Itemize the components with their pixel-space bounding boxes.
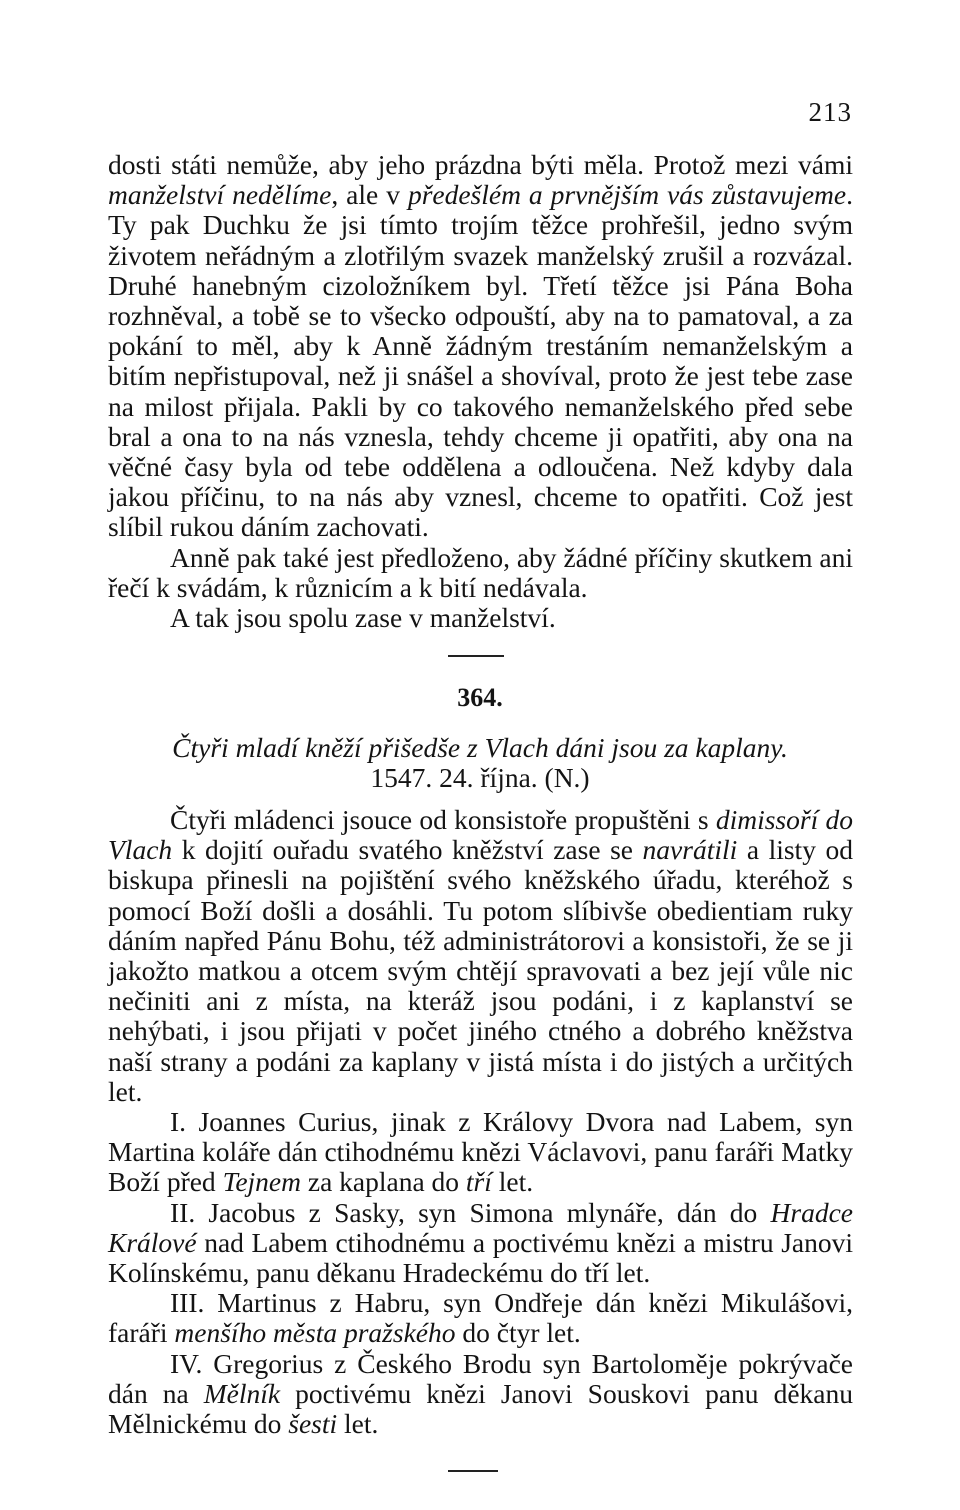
entry-title: Čtyři mladí kněží přišedše z Vlach dáni jsou za kaplany. — [172, 732, 788, 763]
list-item-4: IV. Gregorius z Českého Brodu syn Bartoloměje pokrývače dán na Mělník poctivému knězi Janovi Souskovi panu děkanu Mělnickému do šesti let. — [108, 1347, 853, 1440]
section-divider — [448, 655, 504, 657]
italic-phrase: šesti — [288, 1408, 338, 1440]
italic-phrase: dimissoří do Vlach — [108, 804, 854, 866]
italic-phrase: Tejnem — [222, 1166, 301, 1198]
italic-phrase: tří — [465, 1166, 492, 1198]
end-divider — [448, 1470, 498, 1472]
italic-phrase: menšího města pražského — [174, 1317, 456, 1349]
italic-phrase: manželství nedělíme — [108, 179, 332, 211]
entry-date: 1547. 24. října. (N.) — [370, 762, 590, 793]
list-item-1: I. Joannes Curius, jinak z Královy Dvora nad Labem, syn Martina koláře dán ctihodnému knězi Václavovi, panu faráři Matky Boží před Tejnem za kaplana do tří let. — [108, 1106, 853, 1198]
paragraph-intro: Čtyři mládenci jsouce od konsistoře propuštěni s dimissoří do Vlach k dojití ouřadu svatého kněžství zase se navrátili a listy od biskupa přinesli na pojištění svého kněžského úřadu, kteréhož s pomocí Boží došli a dosáhli. Tu potom slíbivše obedientiam ruky dáním napřed Pánu Bohu, též administrátorovi a konsistoři, že se ji jakožto matkou a otcem svým chtějí spravovati a bez její vůle nic nečiniti ani z místa, na kteráž jsou podáni, i z kaplanství se nehýbati, i jsou přijati v počet jiného ctného a dobrého kněžstva naší strany a podáni za kaplany v jistá místa i do jistých a určitých let. — [108, 804, 854, 1107]
italic-phrase: předešlém a prvnějším vás zůstavujeme — [407, 179, 847, 211]
page-number: 213 — [808, 97, 852, 127]
entry-body — [108, 805, 853, 1439]
paragraph-continuation: dosti státi nemůže, aby jeho prázdna býti měla. Protož mezi vámi manželství nedělíme, ale v předešlém a prvnějším vás zůstavujeme. Ty pak Duchku že jsi tímto trojím těžce prohřešil, jedno svým životem neřádným a zlotřilým svazek manželský zrušil a rozvázal. Druhé hanebným cizoložníkem byl. Třetí těžce jsi Pána Boha rozhněval, a tobě se to všecko odpouští, aby na to pamatoval, a za pokání to měl, aby k Anně žádným trestáním nemanželským a bitím nepřistupoval, než ji snášel a shovíval, proto že jest tebe zase na milost přijala. Pakli by co takového nemanželského před sebe bral a ona to na nás vznesla, tehdy chceme ji opatřiti, aby ona na věčné časy byla od tebe oddělena a odloučena. Než kdyby dala jakou příčinu, to na nás aby vznesl, chceme to opatřiti. Což jest slíbil rukou dáním zachovati. — [108, 149, 853, 543]
list-item-3: III. Martinus z Habru, syn Ondřeje dán knězi Mikulášovi, faráři menšího města pražského do čtyr let. — [108, 1287, 853, 1349]
top-section — [108, 150, 853, 633]
italic-phrase: Mělník — [203, 1377, 281, 1409]
italic-phrase: navrátili — [642, 834, 738, 866]
entry-number: 364. — [457, 683, 503, 712]
list-item-2: II. Jacobus z Sasky, syn Simona mlynáře, dán do Hradce Králové nad Labem ctihodnému a poctivému knězi a mistru Janovi Kolínskému, panu děkanu Hradeckému do tří let. — [108, 1196, 853, 1289]
paragraph-reunited: A tak jsou spolu zase v manželství. — [170, 602, 556, 634]
paragraph-anna: Anně pak také jest předloženo, aby žádné příčiny skutkem ani řečí k svádám, k různicím a k bití nedávala. — [108, 541, 853, 603]
italic-phrase: Hradce Králové — [108, 1196, 853, 1258]
